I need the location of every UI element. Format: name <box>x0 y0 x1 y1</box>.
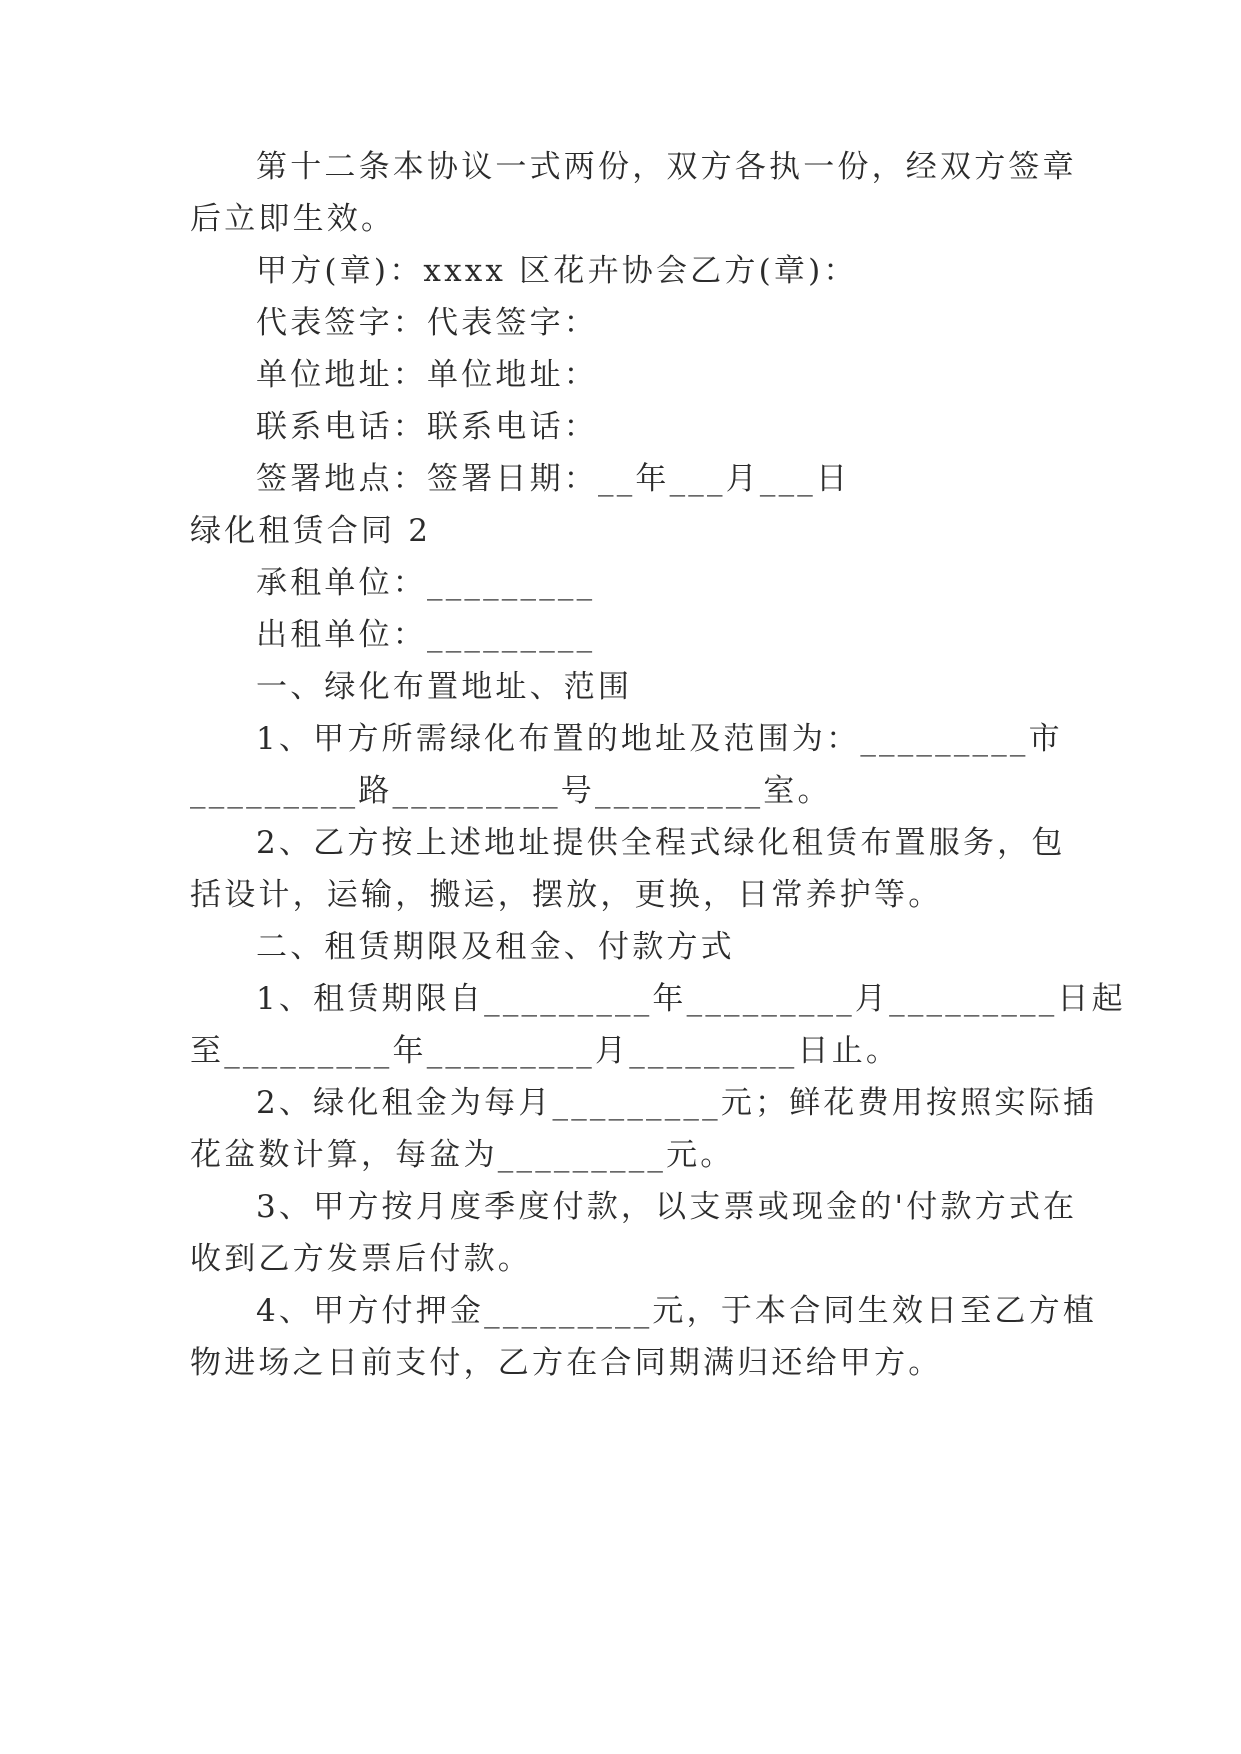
section-heading: 一、绿化布置地址、范围 <box>256 669 633 705</box>
paragraph-line: 4、甲方付押金_________元，于本合同生效日至乙方植 <box>256 1293 1098 1329</box>
paragraph-line: 第十二条本协议一式两份，双方各执一份，经双方签章 <box>256 149 1077 185</box>
paragraph-line: 3、甲方按月度季度付款，以支票或现金的'付款方式在 <box>256 1189 1078 1225</box>
paragraph-line: 收到乙方发票后付款。 <box>190 1241 532 1277</box>
signature-line-phone: 联系电话：联系电话： <box>256 409 598 445</box>
paragraph-line: 1、甲方所需绿化布置的地址及范围为：_________市 <box>256 721 1063 757</box>
paragraph-line: 2、乙方按上述地址提供全程式绿化租赁布置服务，包 <box>256 825 1066 861</box>
contract-title: 绿化租赁合同 2 <box>190 513 432 549</box>
lessee-line: 承租单位：_________ <box>256 565 596 601</box>
paragraph-line: 物进场之日前支付，乙方在合同期满归还给甲方。 <box>190 1345 943 1381</box>
signature-line-representative: 代表签字：代表签字： <box>256 305 598 341</box>
paragraph-line: 后立即生效。 <box>190 201 396 237</box>
paragraph-line: 至_________年_________月_________日止。 <box>190 1033 901 1069</box>
lessor-line: 出租单位：_________ <box>256 617 596 653</box>
paragraph-line: _________路_________号_________室。 <box>190 773 832 809</box>
signature-line-place-date: 签署地点：签署日期：__年___月___日 <box>256 461 851 497</box>
signature-line-address: 单位地址：单位地址： <box>256 357 598 393</box>
paragraph-line: 括设计，运输，搬运，摆放，更换，日常养护等。 <box>190 877 943 913</box>
paragraph-line: 1、租赁期限自_________年_________月_________日起 <box>256 981 1126 1017</box>
paragraph-line: 2、绿化租金为每月_________元；鲜花费用按照实际插 <box>256 1085 1098 1121</box>
signature-line-party-a: 甲方(章)：xxxx 区花卉协会乙方(章)： <box>256 253 858 289</box>
paragraph-line: 花盆数计算，每盆为_________元。 <box>190 1137 735 1173</box>
section-heading: 二、租赁期限及租金、付款方式 <box>256 929 735 965</box>
